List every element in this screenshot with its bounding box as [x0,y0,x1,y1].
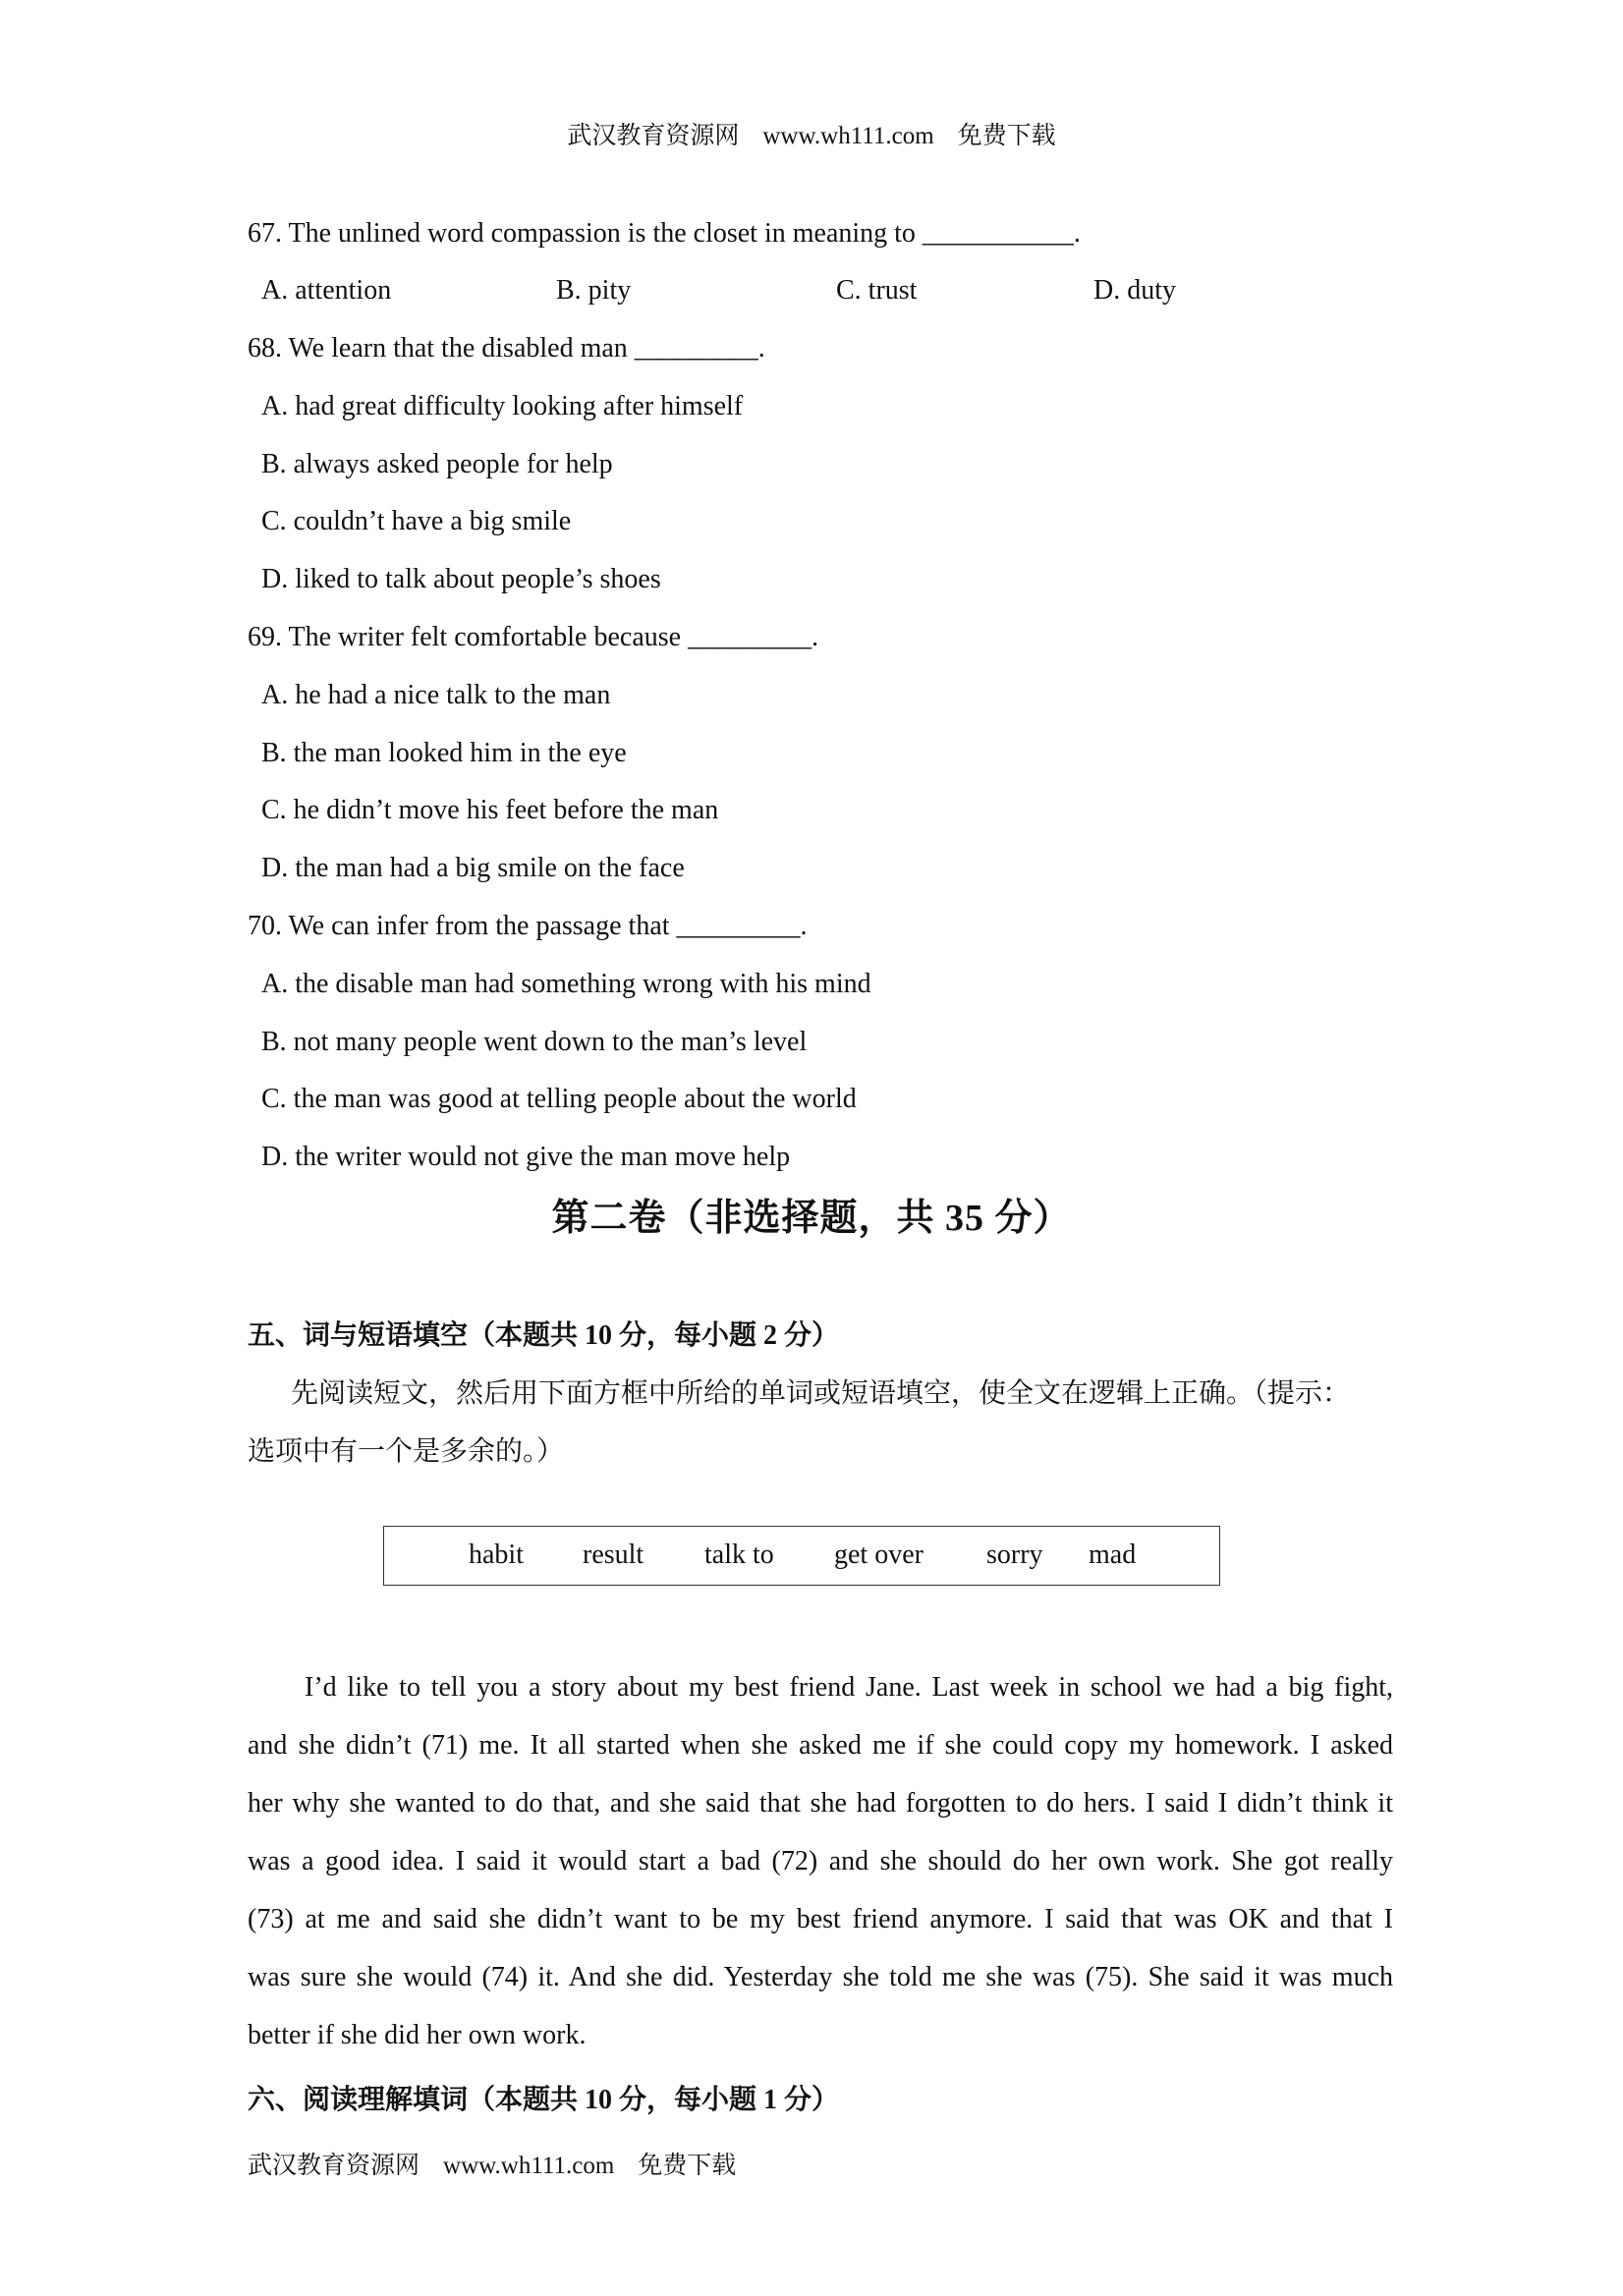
word-bank-item: result [583,1540,644,1570]
header-download: 免费下载 [957,123,1056,149]
question-68-option-c: C. couldn’t have a big smile [261,506,572,536]
question-number: 69. [248,622,282,652]
question-67-option-c: C. trust [836,275,918,306]
question-70-option-a: A. the disable man had something wrong with his mind [261,969,871,999]
question-69-option-a: A. he had a nice talk to the man [261,680,611,710]
word-bank-box [383,1526,1220,1586]
question-number: 70. [248,911,282,941]
question-67-stem [248,218,1081,250]
question-70-option-d: D. the writer would not give the man move help [261,1142,791,1172]
question-text: The unlined word compassion is the closet in meaning to ___________. [288,218,1081,249]
question-67-option-a: A. attention [261,275,392,306]
question-70-option-c: C. the man was good at telling people about the world [261,1084,857,1114]
footer-site-name: 武汉教育资源网 [248,2153,420,2179]
word-bank-item: mad [1089,1540,1137,1570]
part-5-instruction-line-2: 选项中有一个是多余的。） [248,1436,565,1467]
question-68-option-b: B. always asked people for help [261,449,613,479]
part-5-instruction-line-1: 先阅读短文，然后用下面方框中所给的单词或短语填空，使全文在逻辑上正确。（提示： [291,1378,1351,1409]
question-69-stem [248,622,818,653]
header-url: www.wh111.com [762,123,934,149]
word-bank-item: get over [834,1540,923,1570]
passage-line: (73) at me and said she didn’t want to be my best friend anymore. I said that was OK and that I [248,1904,1393,1934]
question-number: 68. [248,333,282,364]
page-header [0,116,1623,151]
word-bank-item: habit [469,1540,524,1570]
question-text: We can infer from the passage that _________. [288,911,808,941]
part-6-title: 六、阅读理解填词（本题共 10 分，每小题 1 分） [248,2085,840,2115]
question-text: We learn that the disabled man _________. [288,333,765,364]
question-68-option-a: A. had great difficulty looking after himself [261,391,744,421]
passage-line: was a good idea. I said it would start a bad (72) and she should do her own work. She got really [248,1846,1393,1876]
question-number: 67. [248,218,282,249]
passage-line: better if she did her own work. [248,2020,587,2050]
question-69-option-b: B. the man looked him in the eye [261,738,627,768]
volume-title: 第二卷（非选择题，共 35 分） [551,1198,1072,1239]
question-68-option-d: D. liked to talk about people’s shoes [261,564,661,594]
word-bank-item: talk to [704,1540,774,1570]
part-5-title: 五、词与短语填空（本题共 10 分，每小题 2 分） [248,1320,840,1351]
passage-line: her why she wanted to do that, and she said that she had forgotten to do hers. I said I didn’t think it [248,1788,1393,1819]
word-bank-item: sorry [986,1540,1043,1570]
question-70-stem [248,911,808,942]
question-67-option-d: D. duty [1093,275,1176,306]
footer-url: www.wh111.com [443,2153,615,2179]
question-70-option-b: B. not many people went down to the man’s level [261,1027,808,1057]
question-68-stem [248,333,765,364]
question-67-option-b: B. pity [556,275,632,306]
passage-line: I’d like to tell you a story about my best friend Jane. Last week in school we had a big fight, [305,1672,1393,1703]
footer-download: 免费下载 [638,2153,737,2179]
question-text: The writer felt comfortable because _________. [288,622,819,652]
page-footer [248,2146,736,2181]
passage-line: was sure she would (74) it. And she did. Yesterday she told me she was (75). She said it was much [248,1962,1393,1992]
question-69-option-d: D. the man had a big smile on the face [261,853,685,883]
question-69-option-c: C. he didn’t move his feet before the man [261,795,719,825]
header-site-name: 武汉教育资源网 [567,123,740,149]
passage-line: and she didn’t (71) me. It all started when she asked me if she could copy my homework. I asked [248,1730,1393,1761]
